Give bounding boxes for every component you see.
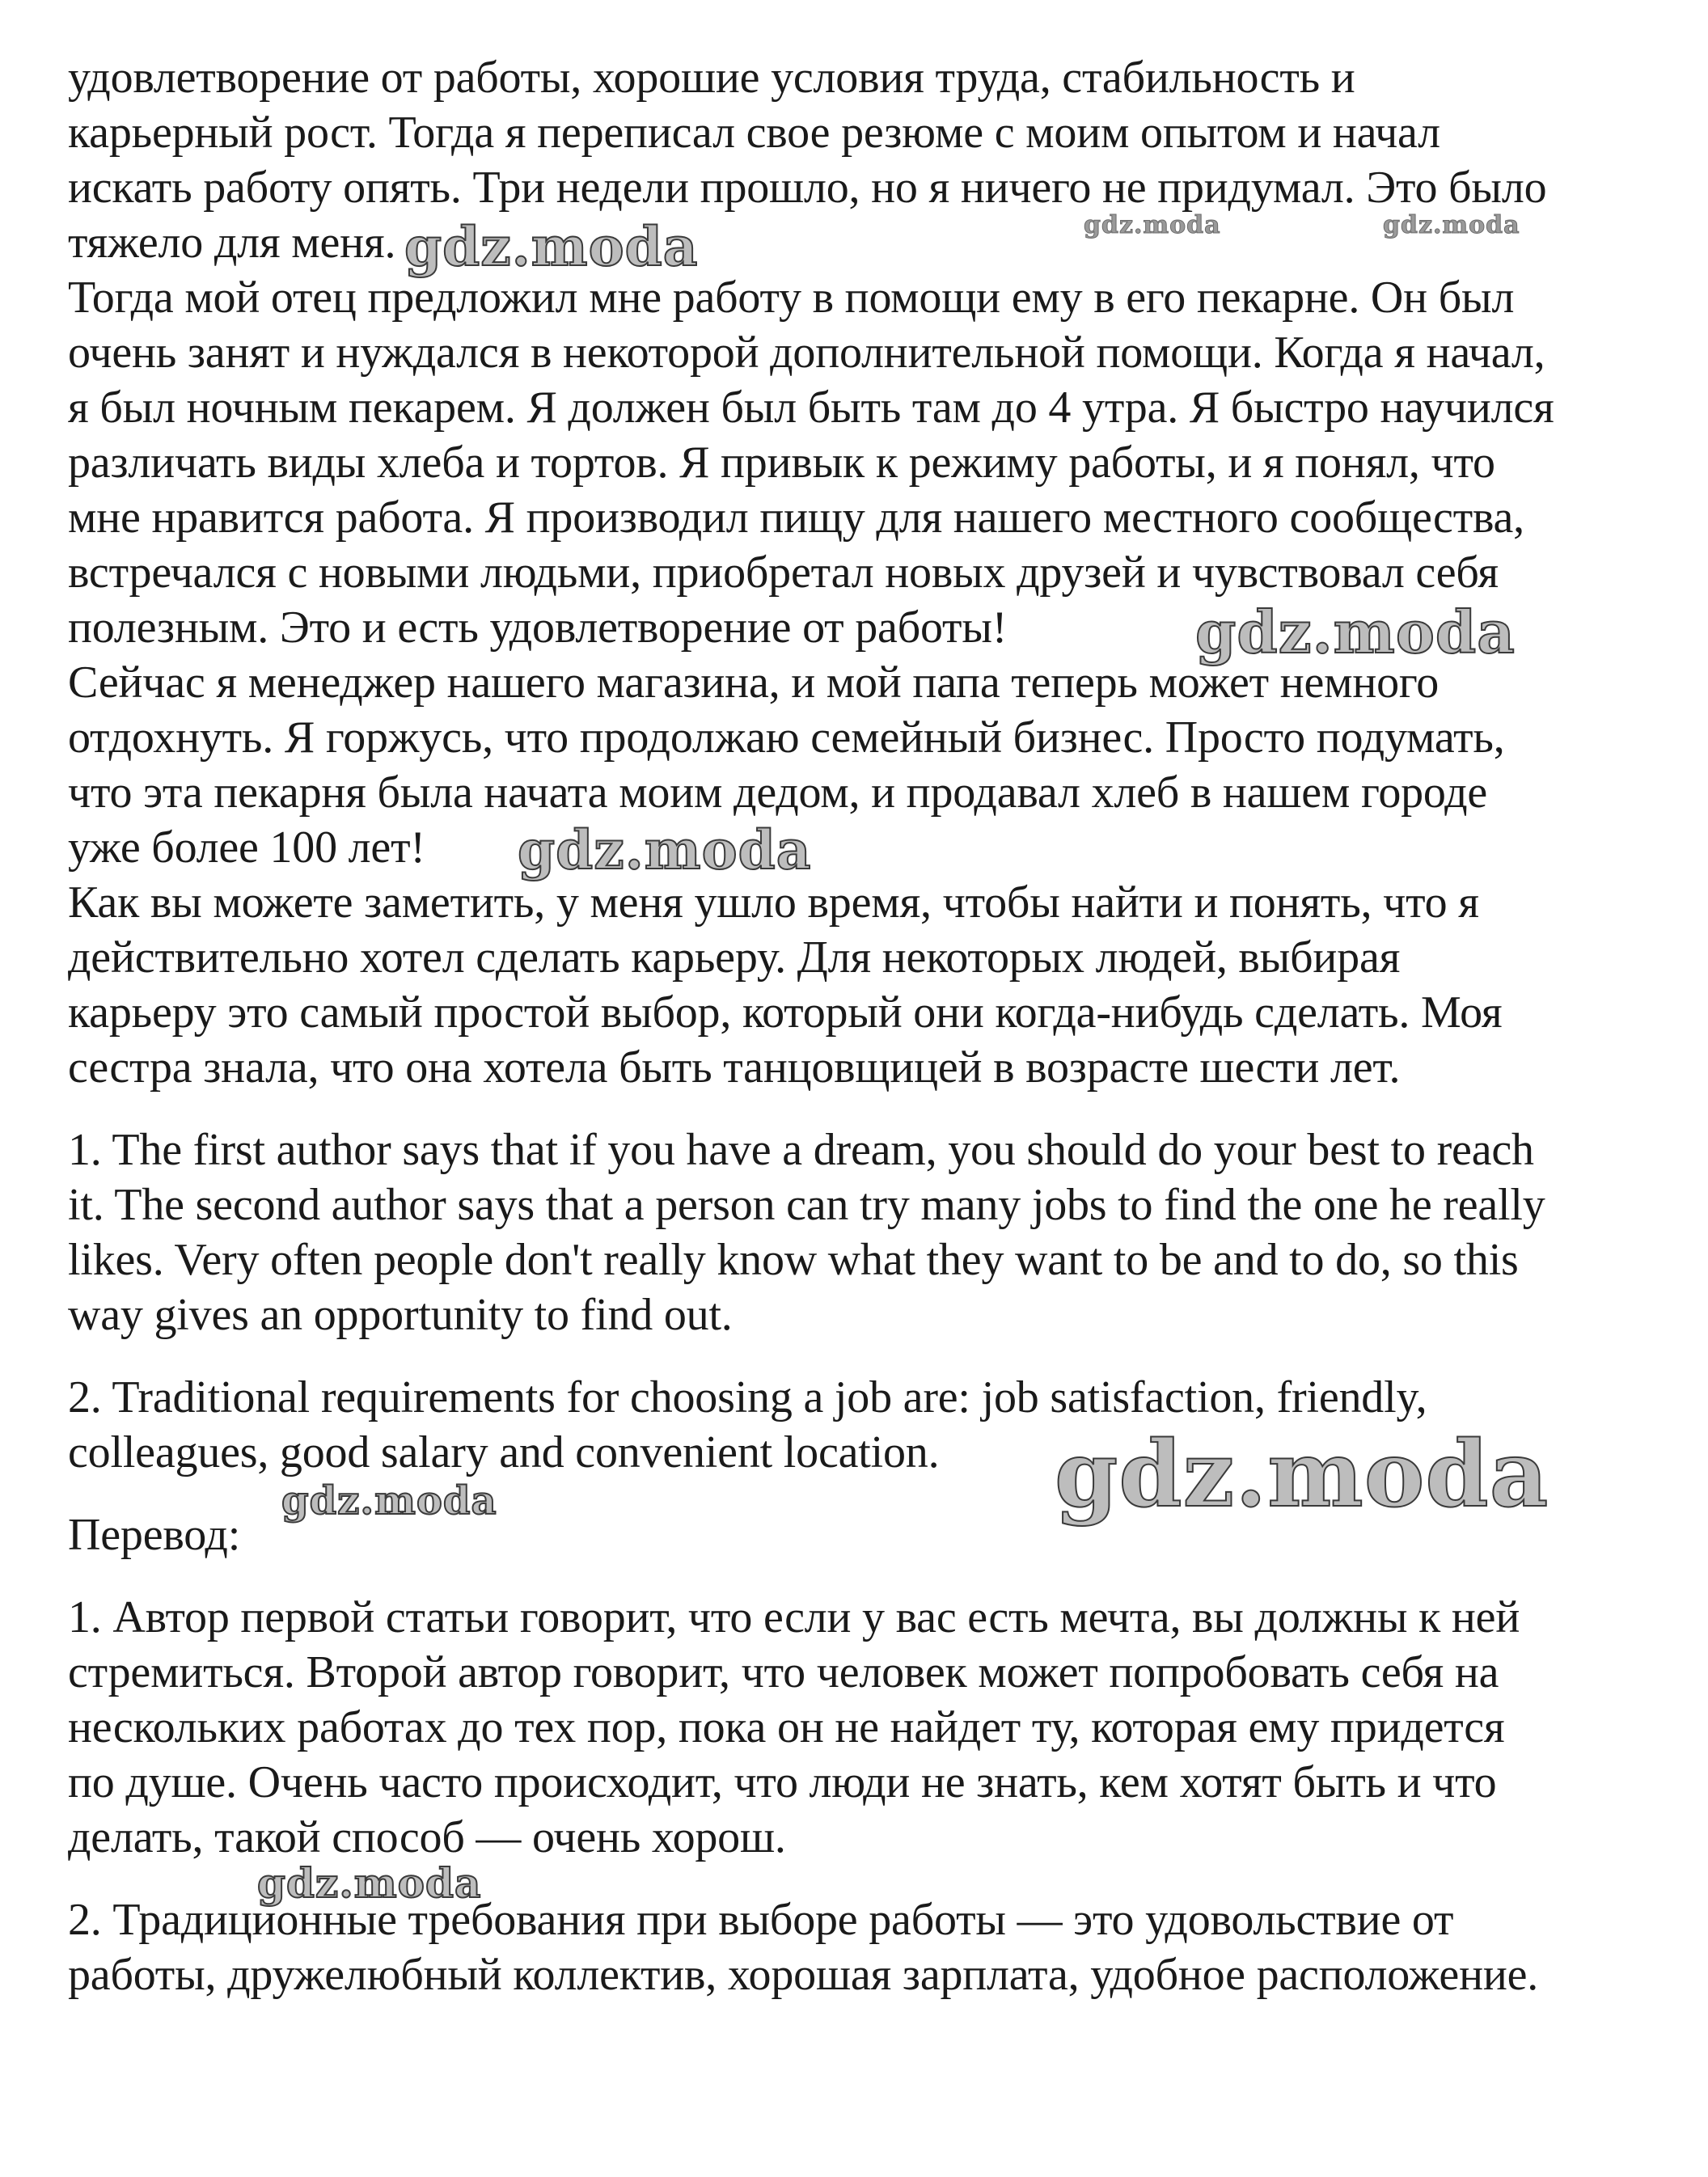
watermark: gdz.moda — [1084, 211, 1221, 239]
text-line: стремиться. Второй автор говорит, что человек может попробовать себя на — [68, 1647, 1499, 1697]
paragraph-gap — [68, 1095, 1677, 1122]
paragraph-gap — [68, 1342, 1677, 1370]
text-line: работы, дружелюбный коллектив, хорошая зарплата, удобное расположение. — [68, 1950, 1539, 2000]
text-line: it. The second author says that a person can try many jobs to find the one he really — [68, 1180, 1545, 1230]
text-line: 2. Traditional requirements for choosing a job are: job satisfaction, friendly, — [68, 1372, 1427, 1422]
text-line: удовлетворение от работы, хорошие условия труда, стабильность и — [68, 53, 1355, 103]
text-line: сестра знала, что она хотела быть танцовщицей в возрасте шести лет. — [68, 1042, 1401, 1093]
paragraph — [68, 875, 1677, 1095]
text-line: уже более 100 лет! — [68, 822, 425, 873]
text-line: я был ночным пекарем. Я должен был быть там до 4 утра. Я быстро научился — [68, 383, 1554, 433]
text-line: Тогда мой отец предложил мне работу в помощи ему в его пекарне. Он был — [68, 273, 1515, 323]
text-line: делать, такой способ — очень хорош. — [68, 1812, 786, 1862]
text-line: Как вы можете заметить, у меня ушло время, чтобы найти и понять, что я — [68, 877, 1479, 928]
watermark: gdz.moda — [404, 215, 699, 278]
text-line: тяжело для меня. — [68, 218, 396, 268]
text-line: likes. Very often people don't really know what they want to be and to do, so this — [68, 1235, 1519, 1285]
watermark: gdz.moda — [518, 818, 812, 881]
text-line: 1. Автор первой статьи говорит, что если у вас есть мечта, вы должны к ней — [68, 1592, 1520, 1642]
document-page — [68, 50, 1677, 2002]
text-line: очень занят и нуждался в некоторой дополнительной помощи. Когда я начал, — [68, 328, 1545, 378]
watermark: gdz.moda — [1055, 1422, 1549, 1528]
text-line: карьерный рост. Тогда я переписал свое резюме с моим опытом и начал — [68, 108, 1440, 158]
watermark: gdz.moda — [1383, 211, 1520, 239]
paragraph-gap — [68, 1562, 1677, 1590]
text-line: действительно хотел сделать карьеру. Для некоторых людей, выбирая — [68, 932, 1401, 983]
text-line: 1. The first author says that if you have a dream, you should do your best to reach — [68, 1125, 1534, 1175]
text-line: по душе. Очень часто происходит, что люди не знать, кем хотят быть и что — [68, 1757, 1497, 1807]
text-line: что эта пекарня была начата моим дедом, и продавал хлеб в нашем городе — [68, 767, 1488, 818]
text-line: встречался с новыми людьми, приобретал новых друзей и чувствовал себя — [68, 547, 1499, 598]
text-line: мне нравится работа. Я производил пищу для нашего местного сообщества, — [68, 492, 1524, 543]
text-line: colleagues, good salary and convenient location. — [68, 1427, 940, 1477]
paragraph — [68, 655, 1677, 881]
text-line: различать виды хлеба и тортов. Я привык к режиму работы, и я понял, что — [68, 438, 1495, 488]
watermark: gdz.moda — [1195, 598, 1516, 666]
text-line: искать работу опять. Три недели прошло, но я ничего не придумал. Это было — [68, 163, 1547, 213]
text-line: Перевод: — [68, 1510, 241, 1560]
answer-1-english — [68, 1122, 1677, 1342]
text-line: карьеру это самый простой выбор, который они когда-нибудь сделать. Моя — [68, 987, 1503, 1038]
text-line: отдохнуть. Я горжусь, что продолжаю семейный бизнес. Просто подумать, — [68, 712, 1505, 763]
text-line: way gives an opportunity to find out. — [68, 1290, 733, 1340]
text-line: нескольких работах до тех пор, пока он не найдет ту, которая ему придется — [68, 1702, 1505, 1752]
text-line: полезным. Это и есть удовлетворение от работы! — [68, 602, 1008, 653]
text-line: Сейчас я менеджер нашего магазина, и мой папа теперь может немного — [68, 657, 1440, 708]
answer-1-russian — [68, 1590, 1677, 1865]
text-line: 2. Традиционные требования при выборе работы — это удовольствие от — [68, 1895, 1454, 1945]
watermark: gdz.moda — [281, 1478, 497, 1524]
watermark: gdz.moda — [257, 1859, 482, 1907]
answer-2-russian — [68, 1892, 1677, 2002]
